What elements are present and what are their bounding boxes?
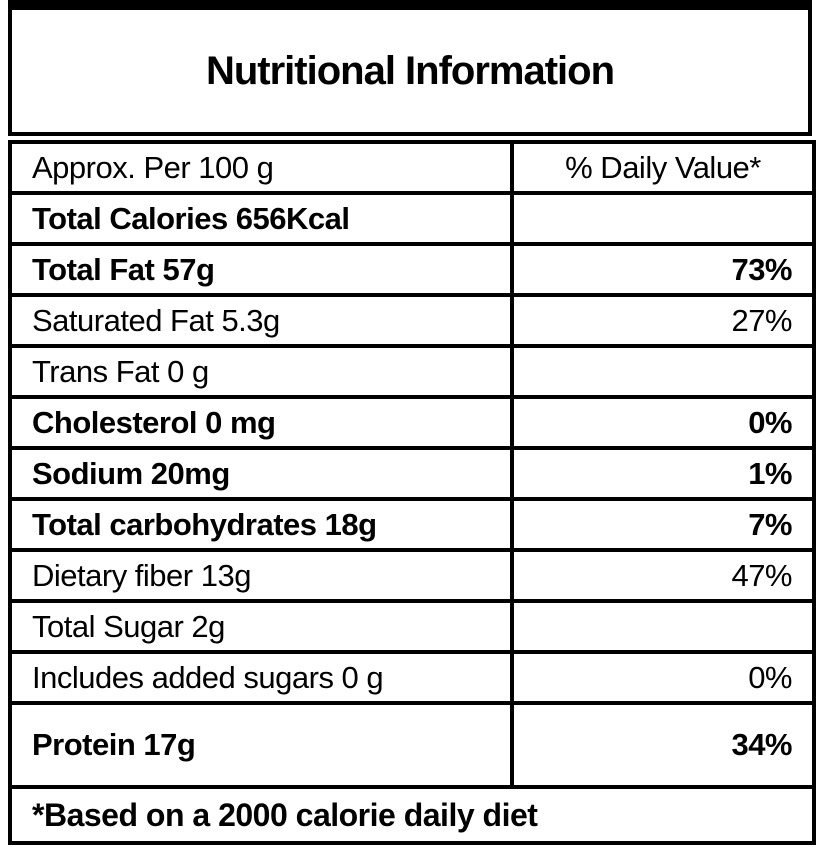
nutrient-label: Sodium 20mg (10, 448, 512, 499)
row-sodium (10, 448, 814, 499)
page-title: Nutritional Information (205, 48, 615, 93)
column-header-serving: Approx. Per 100 g (10, 142, 512, 193)
row-protein (10, 703, 814, 787)
table-header-row (10, 142, 814, 193)
row-added-sugars (10, 652, 814, 703)
nutrient-value: 34% (512, 703, 814, 787)
row-cholesterol (10, 397, 814, 448)
nutrient-label: Includes added sugars 0 g (10, 652, 512, 703)
nutrition-table (8, 140, 816, 845)
nutrient-value: 73% (512, 244, 814, 295)
nutrient-value (512, 346, 814, 397)
nutrient-label: Dietary fiber 13g (10, 550, 512, 601)
nutrient-label: Saturated Fat 5.3g (10, 295, 512, 346)
nutrient-label: Total Calories 656Kcal (10, 193, 512, 244)
row-total-carbohydrates (10, 499, 814, 550)
column-header-daily-value: % Daily Value* (512, 142, 814, 193)
nutrient-value (512, 193, 814, 244)
nutrient-label: Total Fat 57g (10, 244, 512, 295)
nutrient-value: 7% (512, 499, 814, 550)
nutrient-value (512, 601, 814, 652)
row-total-sugar (10, 601, 814, 652)
nutrient-value: 1% (512, 448, 814, 499)
nutrient-value: 47% (512, 550, 814, 601)
row-total-fat (10, 244, 814, 295)
nutrient-label: Protein 17g (10, 703, 512, 787)
row-total-calories (10, 193, 814, 244)
nutrient-label: Trans Fat 0 g (10, 346, 512, 397)
nutrient-label: Total Sugar 2g (10, 601, 512, 652)
footnote-text: *Based on a 2000 calorie daily diet (10, 787, 814, 843)
nutrient-value: 0% (512, 652, 814, 703)
title-box (8, 0, 812, 136)
nutrient-label: Cholesterol 0 mg (10, 397, 512, 448)
row-trans-fat (10, 346, 814, 397)
footnote-row (10, 787, 814, 843)
row-dietary-fiber (10, 550, 814, 601)
nutrient-value: 27% (512, 295, 814, 346)
nutrient-value: 0% (512, 397, 814, 448)
nutrient-label: Total carbohydrates 18g (10, 499, 512, 550)
row-saturated-fat (10, 295, 814, 346)
